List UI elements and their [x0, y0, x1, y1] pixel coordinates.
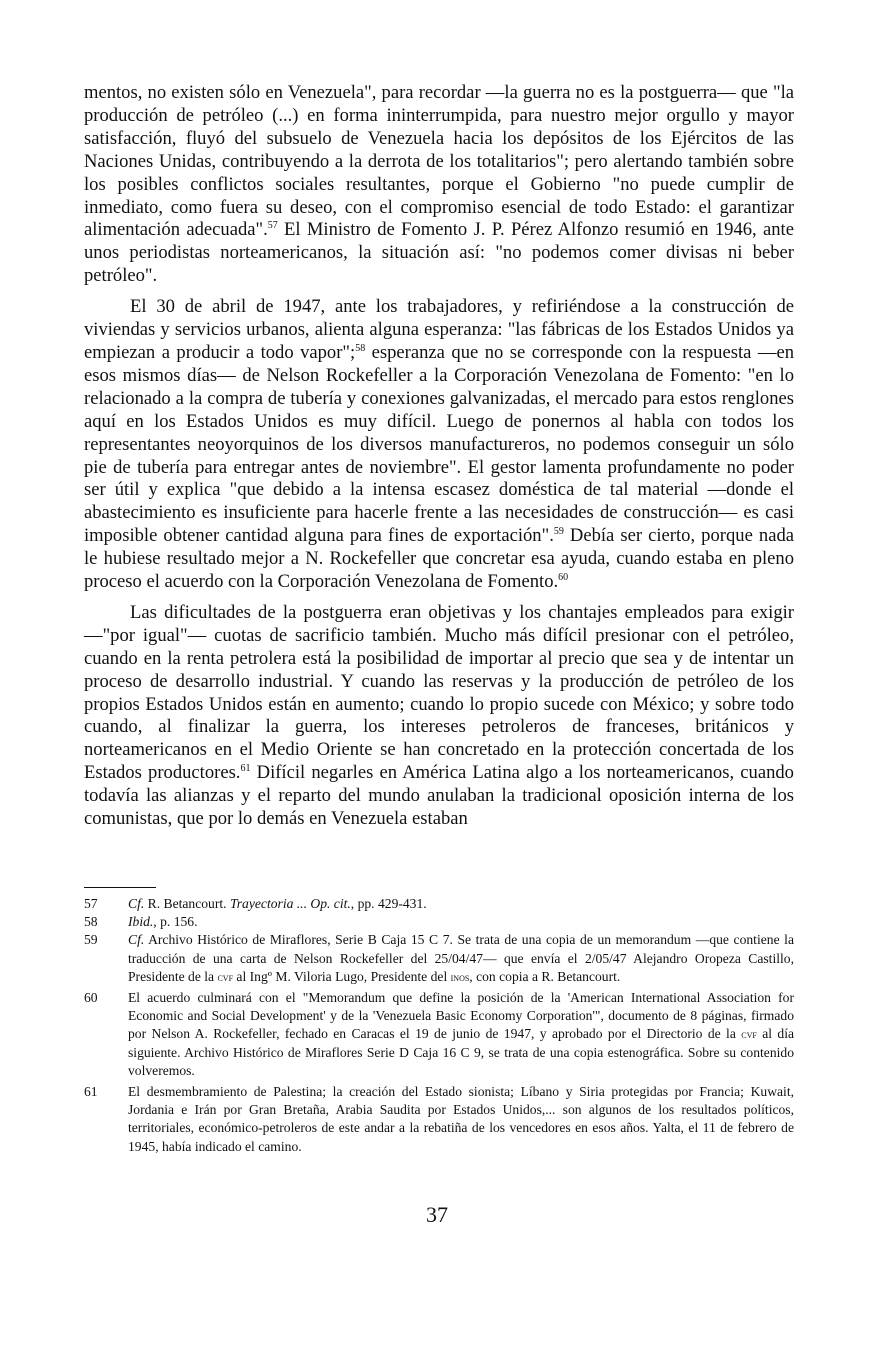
abbreviation: inos	[450, 969, 470, 984]
abbreviation: cvf	[741, 1027, 757, 1042]
footnotes	[84, 895, 794, 1156]
text-run: Archivo Histórico de Miraflores, Serie B Caja 15 C 7. Se trata de una copia de un memorandum —que contiene la traducción de una carta de Nelson Rockefeller del 25/04/47— que envía el 2/05/47 Alejandro Oropeza Castillo, Presidente de la	[128, 932, 794, 984]
text-run: Trayectoria ... Op. cit.	[229, 896, 351, 911]
footnote-59	[84, 931, 794, 986]
page-number: 37	[426, 1202, 448, 1227]
text-run: Las dificultades de la postguerra eran objetivas y los chantajes empleados para exigir —"por igual"— cuotas de sacrificio también. Mucho más difícil presionar con el petróleo, cuando en la renta petrolera está la posibilidad de importar al precio que sea y de intentar un proceso de desarrollo industrial. Y cuando las reservas y la producción de petróleo de los propios Estados Unidos están en aumento; cuando lo propio sucede con México; y sobre todo cuando, al finalizar la guerra, los intereses petroleros de franceses, británicos y norteamericanos en el Medio Oriente se han concretado en la protección concertada de los Estados productores.	[84, 601, 794, 784]
text-run: El Ministro de Fomento J. P. Pérez Alfonzo resumió en 1946, ante unos periodistas norteamericanos, la situación así: "no podemos comer divisas ni beber petróleo".	[84, 219, 794, 287]
footnote-ref-60[interactable]: 60	[558, 572, 569, 584]
text-run: Debía ser cierto, porque nada le hubiese resultado mejor a N. Rockefeller que concretar esa ayuda, cuando estaba en pleno proceso el acuerdo con la Corporación Venezolana de Fomento.	[84, 525, 794, 593]
footnote-ref-61[interactable]: 61	[240, 763, 251, 775]
footnote-ref-58[interactable]: 58	[355, 342, 366, 354]
text-run: esperanza que no se corresponde con la respuesta —en esos mismos días— de Nelson Rockefeller a la Corporación Venezolana de Fomento: "en lo relacionado a la compra de tubería y conexiones galvanizadas, el mercado para estos renglones aquí en los Estados Unidos es muy difícil. Luego de ponernos al habla con todos los representantes neoyorquinos de los diversos manufactureros, no podemos conseguir un sólo pie de tubería para entregar antes de noviembre". El gestor lamenta profundamente no poder ser útil y explica "que debido a la intensa escasez doméstica de tal material —donde el abastecimiento es insuficiente para hacerle frente a las necesidades de construcción— es casi imposible obtener cantidad alguna para fines de exportación".	[84, 341, 794, 547]
footnote-number: 59	[84, 932, 98, 948]
footnote-number: 58	[84, 914, 98, 930]
text-run: Ibid.	[128, 914, 154, 930]
text-run: El acuerdo culminará con el "Memorandum que define la posición de la 'American International Association for Economic and Social Development' y de la 'Venezuela Basic Economy Corporation'", documento de 8 páginas, firmado por Nelson A. Rockefeller, fechado en Caracas el 19 de junio de 1947, y aprobado por el Directorio de la	[128, 990, 794, 1042]
text-run: al Ingº M. Viloria Lugo, Presidente del	[233, 968, 451, 984]
footnote-text	[128, 895, 794, 913]
text-run: , p. 156.	[153, 914, 198, 930]
text-run: R. Betancourt.	[144, 896, 230, 911]
text-run: Cf.	[128, 932, 145, 948]
footnote-57	[84, 895, 794, 913]
paragraph-2	[84, 296, 794, 594]
footnote-ref-57[interactable]: 57	[267, 220, 278, 232]
footnote-60	[84, 989, 794, 1080]
footnote-ref-59[interactable]: 59	[553, 526, 564, 538]
footnote-text	[128, 913, 794, 931]
text-run: Cf.	[128, 896, 145, 911]
footnote-number: 61	[84, 1084, 98, 1100]
footnote-separator	[84, 887, 156, 888]
text-run: al día siguiente. Archivo Histórico de Miraflores Serie D Caja 16 C 9, se trata de una copia estenográfica. Sobre su contenido volveremos.	[128, 1026, 795, 1078]
page-content	[84, 82, 794, 839]
paragraph-3	[84, 602, 794, 831]
footnote-text	[128, 931, 794, 986]
text-run: El 30 de abril de 1947, ante los trabajadores, y refiriéndose a la construcción de viviendas y servicios urbanos, alienta alguna esperanza: "las fábricas de los Estados Unidos ya empiezan a producir a todo vapor";	[84, 296, 794, 363]
text-run: mentos, no existen sólo en Venezuela", para recordar —la guerra no es la postguerra— que "la producción de petróleo (...) en forma ininterrumpida, para nuestro mejor orgullo y mayor satisfacción, fluyó del subsuelo de Venezuela hacia los depósitos de los Ejércitos de las Naciones Unidas, contribuyendo a la derrota de los totalitarios"; pero alertando también sobre los posibles conflictos sociales resultantes, porque el Gobierno "no puede cumplir de inmediato, como fuera su deseo, con el compromiso esencial de todo Estado: el garantizar alimentación adecuada".	[84, 82, 794, 241]
footnote-58	[84, 913, 794, 931]
abbreviation: cvf	[217, 969, 234, 984]
body-text	[84, 82, 794, 831]
paragraph-1	[84, 82, 794, 288]
text-run: , con copia a R. Betancourt.	[469, 968, 621, 984]
footnote-number: 57	[84, 896, 98, 911]
footnote-number: 60	[84, 990, 98, 1006]
footnote-text	[128, 1083, 794, 1156]
text-run: , pp. 429-431.	[350, 896, 427, 911]
footnote-text	[128, 989, 794, 1080]
text-run: Difícil negarles en América Latina algo a los norteamericanos, cuando todavía las alianzas y el reparto del mundo anulaban la tradicional oposición interna de los comunistas, que por lo demás en Venezuela estaban	[84, 762, 794, 830]
text-run: El desmembramiento de Palestina; la creación del Estado sionista; Líbano y Siria protegidas por Francia; Kuwait, Jordania e Irán por Gran Bretaña, Arabia Saudita por Estados Unidos,... son algunos de los resultados políticos, territoriales, económico-petroleros de este andar a la rebatiña de los vencedores en esos años. Yalta, el 11 de febrero de 1945, había indicado el camino.	[128, 1084, 794, 1154]
footnote-61	[84, 1083, 794, 1156]
